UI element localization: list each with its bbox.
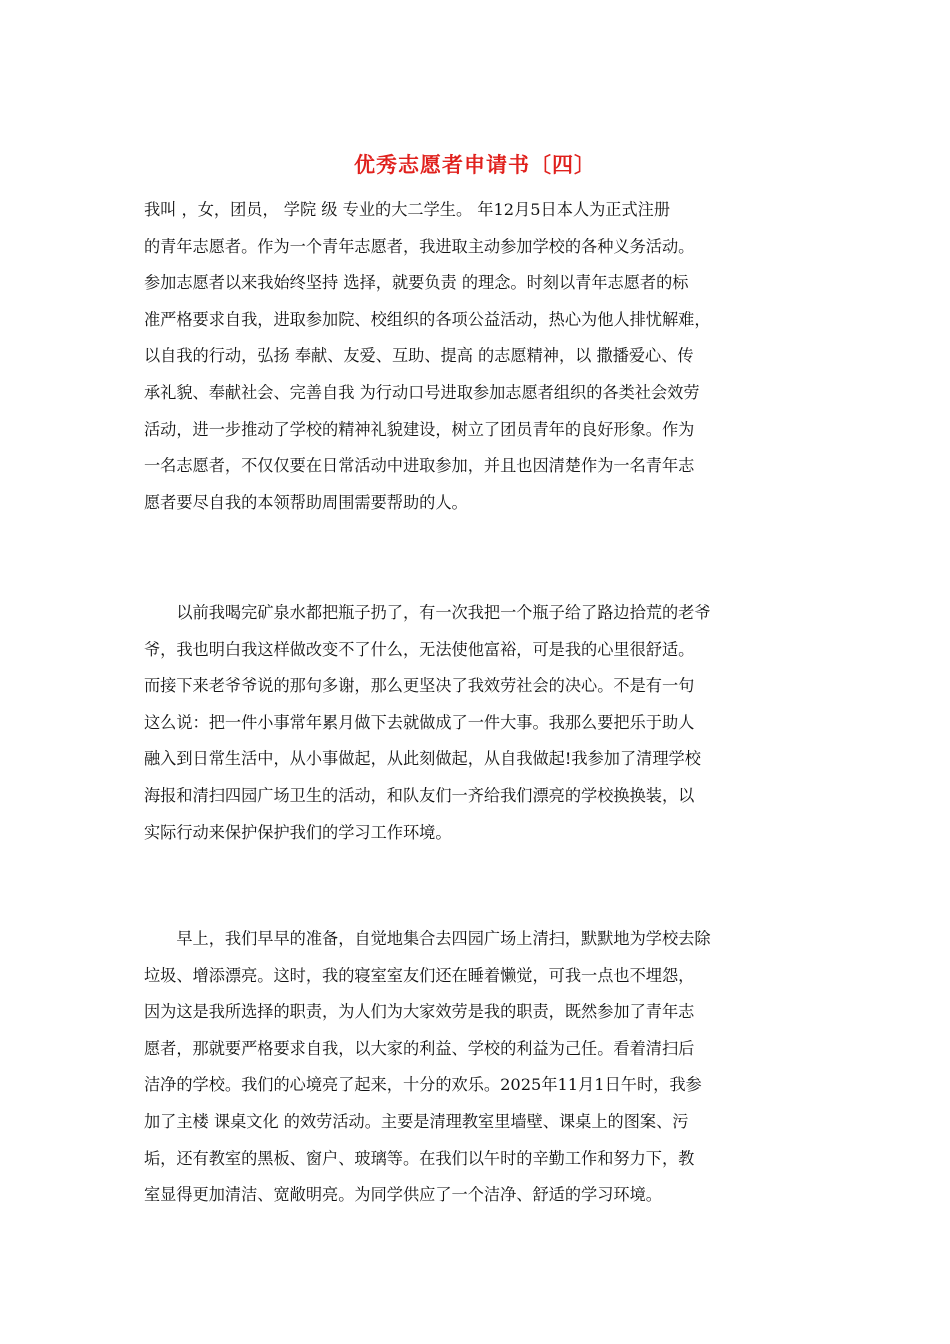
text-line: 因为这是我所选择的职责，为人们为大家效劳是我的职责，既然参加了青年志 bbox=[144, 1002, 695, 1022]
text-line: 这么说：把一件小事常年累月做下去就做成了一件大事。我那么要把乐于助人 bbox=[144, 712, 695, 732]
text-line: 融入到日常生活中，从小事做起，从此刻做起，从自我做起!我参加了清理学校 bbox=[144, 749, 701, 769]
text-line: 准严格要求自我，进取参加院、校组织的各项公益活动，热心为他人排忧解难， bbox=[144, 309, 711, 329]
text-line: 活动，进一步推动了学校的精神礼貌建设，树立了团员青年的良好形象。作为 bbox=[144, 419, 695, 439]
text-line: 我叫 ，女，团员， 学院 级 专业的大二学生。 年12月5日本人为正式注册 bbox=[144, 200, 671, 219]
text-line: 的青年志愿者。作为一个青年志愿者，我进取主动参加学校的各种义务活动。 bbox=[144, 236, 695, 256]
text-line: 而接下来老爷爷说的那句多谢，那么更坚决了我效劳社会的决心。不是有一句 bbox=[144, 676, 695, 696]
text-line: 实际行动来保护保护我们的学习工作环境。 bbox=[144, 822, 452, 842]
text-line: 垃圾、增添漂亮。这时，我的寝室室友们还在睡着懒觉，可我一点也不埋怨， bbox=[144, 965, 695, 985]
text-line: 参加志愿者以来我始终坚持 选择，就要负责 的理念。时刻以青年志愿者的标 bbox=[144, 273, 689, 293]
text-line: 海报和清扫四园广场卫生的活动，和队友们一齐给我们漂亮的学校换换装，以 bbox=[144, 785, 695, 805]
text-line: 加了主楼 课桌文化 的效劳活动。主要是清理教室里墙壁、课桌上的图案、污 bbox=[144, 1111, 689, 1131]
text-line: 爷，我也明白我这样做改变不了什么，无法使他富裕，可是我的心里很舒适。 bbox=[144, 639, 695, 659]
text-line: 以自我的行动，弘扬 奉献、友爱、互助、提高 的志愿精神，以 撒播爱心、传 bbox=[144, 346, 694, 366]
text-line: 一名志愿者，不仅仅要在日常活动中进取参加，并且也因清楚作为一名青年志 bbox=[144, 456, 695, 476]
paragraph-3 bbox=[144, 921, 808, 1214]
document-title: 优秀志愿者申请书〔四〕 bbox=[354, 153, 596, 177]
text-line: 洁净的学校。我们的心境亮了起来，十分的欢乐。2025年11月1日午时，我参 bbox=[144, 1075, 702, 1095]
text-line: 愿者，那就要严格要求自我，以大家的利益、学校的利益为己任。看着清扫后 bbox=[144, 1038, 695, 1058]
text-line: 以前我喝完矿泉水都把瓶子扔了，有一次我把一个瓶子给了路边拾荒的老爷 bbox=[144, 603, 711, 622]
text-line: 垢，还有教室的黑板、窗户、玻璃等。在我们以午时的辛勤工作和努力下，教 bbox=[144, 1148, 695, 1168]
text-line: 早上，我们早早的准备，自觉地集合去四园广场上清扫，默默地为学校去除 bbox=[144, 929, 711, 948]
paragraph-1 bbox=[144, 192, 808, 521]
paragraph-2 bbox=[144, 595, 808, 851]
text-line: 承礼貌、奉献社会、完善自我 为行动口号进取参加志愿者组织的各类社会效劳 bbox=[144, 382, 700, 402]
text-line: 愿者要尽自我的本领帮助周围需要帮助的人。 bbox=[144, 492, 468, 512]
text-line: 室显得更加清洁、宽敞明亮。为同学供应了一个洁净、舒适的学习环境。 bbox=[144, 1185, 662, 1205]
